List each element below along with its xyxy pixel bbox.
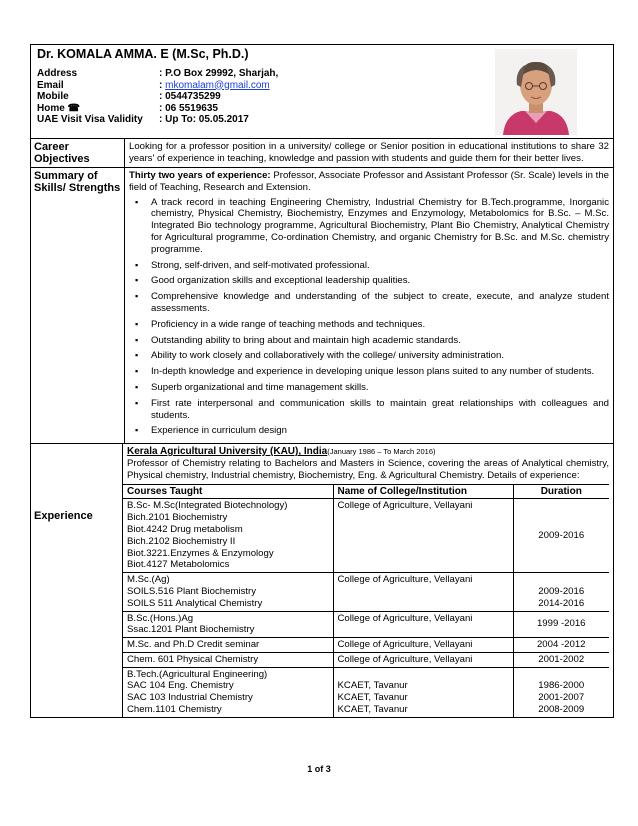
list-item: ▪ Outstanding ability to bring about and maintain high academic standards. — [129, 335, 609, 347]
college-cell: KCAET, Tavanur KCAET, Tavanur KCAET, Tavanur — [333, 667, 513, 717]
list-item: ▪ Strong, self-driven, and self-motivated professional. — [129, 260, 609, 272]
duration-cell: 1986-2000 2001-2007 2008-2009 — [513, 667, 609, 717]
page-number: 1 of 3 — [307, 764, 331, 774]
resume-page — [30, 44, 614, 718]
contact-row-address: Address : P.O Box 29992, Sharjah, — [37, 68, 279, 79]
courses-cell: B.Sc.(Hons.)Ag Ssac.1201 Plant Biochemistry — [123, 611, 333, 638]
duration-cell: 2009-2016 2014-2016 — [513, 573, 609, 611]
duration-cell: 2001-2002 — [513, 652, 609, 667]
list-item: ▪ Proficiency in a wide range of teaching methods and techniques. — [129, 319, 609, 331]
list-item: ▪ First rate interpersonal and communication skills to maintain great relationships with colleagues and students. — [129, 398, 609, 422]
list-item: ▪ Comprehensive knowledge and understanding of the subject to create, execute, and analyze student assessments. — [129, 291, 609, 315]
contact-row-visa: UAE Visit Visa Validity : Up To: 05.05.2017 — [37, 114, 249, 125]
table-header-row — [123, 484, 609, 499]
list-item: ▪ Experience in curriculum design — [129, 425, 609, 437]
column-header: Duration — [513, 484, 609, 499]
summary-content — [125, 168, 613, 443]
courses-cell: Chem. 601 Physical Chemistry — [123, 652, 333, 667]
duration-cell: 2009-2016 — [513, 499, 609, 573]
table-row — [123, 638, 609, 653]
table-row — [123, 499, 609, 573]
contact-row-home: Home ☎ : 06 5519635 — [37, 102, 218, 114]
college-cell: College of Agriculture, Vellayani — [333, 652, 513, 667]
contact-row-mobile: Mobile : 0544735299 — [37, 91, 221, 102]
summary-heading: Summary of Skills/ Strengths — [31, 168, 125, 443]
courses-cell: M.Sc.(Ag) SOILS.516 Plant Biochemistry SOILS 511 Analytical Chemistry — [123, 573, 333, 611]
employer-line — [127, 446, 609, 458]
college-cell: College of Agriculture, Vellayani — [333, 638, 513, 653]
experience-heading: Experience — [34, 509, 93, 522]
table-row — [123, 573, 609, 611]
portrait-photo — [495, 49, 577, 135]
career-objectives-row — [31, 139, 613, 168]
contact-row-email: Email : mkomalam@gmail.com — [37, 79, 270, 91]
college-cell: College of Agriculture, Vellayani — [333, 499, 513, 573]
table-row — [123, 611, 609, 638]
college-cell: College of Agriculture, Vellayani — [333, 573, 513, 611]
list-item: ▪ Superb organizational and time management skills. — [129, 382, 609, 394]
list-item: ▪ In-depth knowledge and experience in developing unique lesson plans suited to any number of students. — [129, 366, 609, 378]
list-item: ▪ Ability to work closely and collaboratively with the college/ university administration. — [129, 350, 609, 362]
list-item: ▪ A track record in teaching Engineering Chemistry, Industrial Chemistry for B.Tech.programme, Inorganic chemistry, Physical Chemistry, Biochemistry, Enzymes and Enzymology, Metabolomics for B.Sc. – M.Sc. Integrated Bio technology programme, Agricultural Biochemistry, Plant Bio Chemistry, Analytical Chemistry for Agricultural programme, Co-ordination Chemistry, and organic Chemistry for B.Sc. and M.Sc. chemistry programme. — [129, 197, 609, 256]
courses-cell: M.Sc. and Ph.D Credit seminar — [123, 638, 333, 653]
column-header: Name of College/Institution — [333, 484, 513, 499]
employer-dates: (January 1986 – To March 2016) — [327, 447, 436, 457]
summary-row — [31, 168, 613, 444]
table-row — [123, 667, 609, 717]
table-row — [123, 652, 609, 667]
career-objectives-heading: Career Objectives — [31, 139, 125, 167]
email-link[interactable]: mkomalam@gmail.com — [165, 79, 270, 91]
summary-lead: Thirty two years of experience: Professor, Associate Professor and Assistant Professor (Sr. Scale) levels in the field of Teaching, Research and Extension. — [129, 170, 609, 193]
duration-cell: 2004 -2012 — [513, 638, 609, 653]
courses-table — [123, 484, 609, 717]
candidate-name: Dr. KOMALA AMMA. E (M.Sc, Ph.D.) — [37, 47, 249, 61]
experience-content — [123, 444, 613, 717]
courses-cell: B.Tech.(Agricultural Engineering) SAC 104 Eng. Chemistry SAC 103 Industrial Chemistry Chem.1101 Chemistry — [123, 667, 333, 717]
career-objectives-text: Looking for a professor position in a university/ college or Senior position in educational institutions to share 32 years' of experience in teaching, knowledge and passion with students and guide them for their better lives. — [129, 141, 609, 164]
courses-cell: B.Sc- M.Sc(Integrated Biotechnology) Bich.2101 Biochemistry Biot.4242 Drug metabolism Bich.2102 Biochemistry II Biot.3221.Enzymes & Enzymology Biot.4127 Metabolomics — [123, 499, 333, 573]
list-item: ▪ Good organization skills and exceptional leadership qualities. — [129, 275, 609, 287]
resume-header — [31, 45, 613, 139]
column-header: Courses Taught — [123, 484, 333, 499]
employer-name: Kerala Agricultural University (KAU), India — [127, 446, 328, 458]
skills-list — [129, 197, 609, 438]
college-cell: College of Agriculture, Vellayani — [333, 611, 513, 638]
experience-row — [31, 444, 613, 717]
experience-description: Professor of Chemistry relating to Bachelors and Masters in Science, covering the areas of Analytical chemistry, Physical chemistry, Industrial chemistry, Biochemistry, Eng. & Agricultural Chemistry. Details of experience: — [127, 457, 609, 481]
experience-heading-cell — [31, 444, 123, 717]
duration-cell: 1999 -2016 — [513, 611, 609, 638]
